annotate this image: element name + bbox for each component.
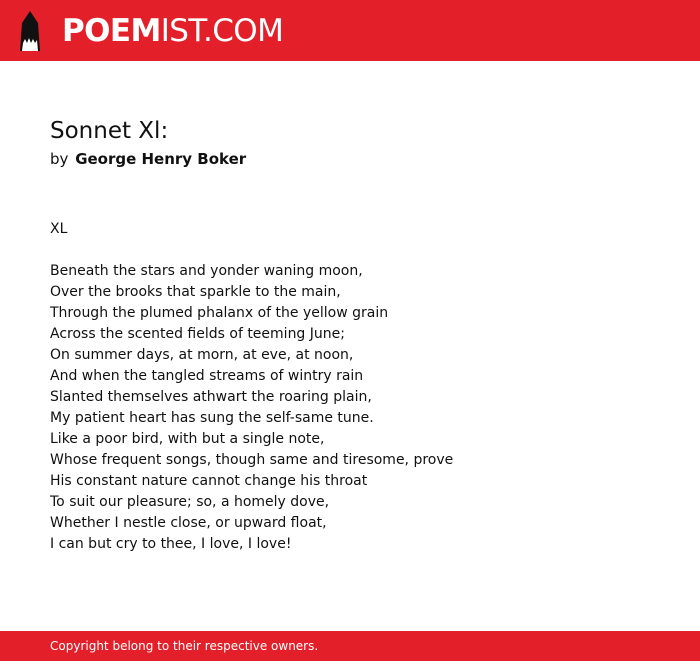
copyright-text: Copyright belong to their respective owners. [50,639,319,653]
poem-line: Across the scented fields of teeming June; [50,326,345,342]
poem-line: Over the brooks that sparkle to the main, [50,284,341,300]
poem-text [50,219,670,555]
site-header [0,0,700,61]
poem-line: His constant nature cannot change his throat [50,473,368,489]
site-logo-link[interactable] [18,10,283,52]
poem-line: Whose frequent songs, though same and tiresome, prove [50,452,454,468]
pencil-logo-icon [18,10,42,52]
poem-line: Whether I nestle close, or upward float, [50,515,327,531]
poem-line: On summer days, at morn, at eve, at noon, [50,347,354,363]
poem-line: To suit our pleasure; so, a homely dove, [50,494,330,510]
site-footer [0,631,700,661]
poem-line: Beneath the stars and yonder waning moon, [50,263,363,279]
poem-line: Through the plumed phalanx of the yellow grain [50,305,389,321]
poem-section-label: XL [50,221,68,237]
brand-light-text: IST.COM [160,13,284,49]
poem-line: Like a poor bird, with but a single note, [50,431,325,447]
brand-bold-text: POEM [62,13,161,49]
poem-line: I can but cry to thee, I love, I love! [50,536,292,552]
byline-label: by [50,150,69,168]
poem-byline [50,150,670,169]
poem-lines [50,261,670,555]
poem-line: And when the tangled streams of wintry rain [50,368,364,384]
poem-content [50,116,670,555]
poem-title: Sonnet Xl: [50,118,169,144]
poem-line: My patient heart has sung the self-same tune. [50,410,374,426]
site-brand [62,10,283,52]
poem-author: George Henry Boker [75,150,247,168]
poem-line: Slanted themselves athwart the roaring plain, [50,389,372,405]
